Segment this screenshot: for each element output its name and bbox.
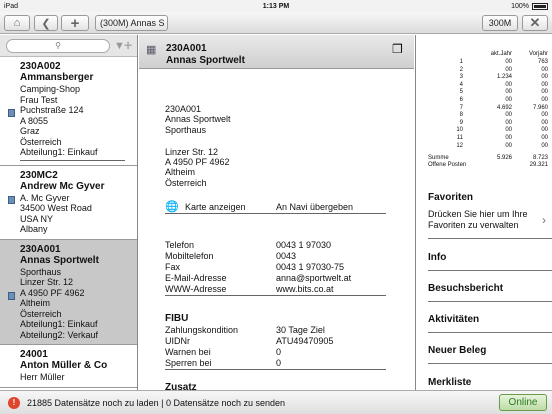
address-line: Annas Sportwelt [165, 114, 231, 124]
previous-year-value: 00 [541, 119, 548, 126]
divider [428, 270, 552, 271]
customer-line: USA NY [20, 213, 54, 224]
customer-item[interactable] [0, 166, 137, 240]
send-to-navi-link[interactable]: An Navi übergeben [276, 202, 354, 212]
detail-header [139, 35, 414, 69]
ios-status-bar [0, 0, 552, 12]
sum-previous: 8.723 [532, 155, 548, 161]
month-number: 9 [459, 119, 463, 126]
customer-line: Herr Müller [20, 372, 65, 382]
contact-row[interactable] [165, 273, 352, 284]
warning-icon: ! [8, 397, 20, 409]
fibu-value: ATU49470905 [276, 336, 334, 346]
contact-value: 0043 1 97030 [276, 240, 332, 250]
address-line: 230A001 [165, 104, 202, 114]
stats-row [416, 59, 552, 66]
section-heading: Zusatz [165, 382, 197, 390]
stats-row [416, 74, 552, 81]
customer-line: Linzer Str. 12 [20, 277, 74, 287]
clock: 1:13 PM [262, 2, 290, 10]
document-icon [8, 109, 15, 117]
customer-item[interactable] [0, 57, 137, 166]
contact-label: Fax [165, 262, 181, 272]
previous-year-value: 00 [541, 112, 548, 119]
stats-row [416, 127, 552, 134]
customer-line: A 4950 PF 4962 [20, 287, 85, 298]
fibu-value: 0 [276, 347, 282, 357]
divider [428, 238, 552, 239]
right-panel [415, 35, 552, 390]
menu-item-merkliste[interactable]: Merkliste [428, 377, 472, 388]
customer-line: Albany [20, 224, 48, 234]
current-year-value: 00 [505, 97, 512, 103]
add-button[interactable] [61, 15, 89, 31]
contact-row[interactable] [165, 284, 334, 295]
sum-label: Summe [428, 155, 449, 161]
col-current-year: akt.Jahr [490, 51, 512, 57]
current-record-field[interactable]: (300M) Annas S [95, 15, 168, 31]
sync-message: 21885 Datensätze noch zu laden | 0 Datensätze noch zu senden [27, 398, 286, 408]
previous-year-value: 00 [541, 127, 548, 134]
search-input[interactable] [6, 39, 110, 53]
plus-icon: + [70, 14, 80, 32]
month-number: 6 [459, 97, 463, 103]
customer-name: Anton Müller & Co [20, 360, 108, 371]
stats-row [416, 143, 552, 150]
record-count-button[interactable]: 300M [482, 15, 518, 31]
back-button[interactable] [34, 15, 58, 31]
battery-icon [532, 3, 548, 10]
stats-row [416, 82, 552, 89]
month-number: 10 [456, 127, 463, 134]
divider [165, 369, 386, 370]
current-year-value: 00 [505, 142, 512, 149]
close-button[interactable] [522, 15, 548, 31]
contact-label: Mobiltelefon [165, 251, 214, 261]
customer-list [0, 35, 138, 390]
home-button[interactable] [4, 15, 30, 31]
address-line: Linzer Str. 12 [165, 147, 219, 157]
divider [20, 160, 125, 161]
contact-value: www.bits.co.at [276, 284, 334, 294]
stats-row [416, 112, 552, 119]
menu-item-besuchsbericht[interactable]: Besuchsbericht [428, 283, 504, 294]
customer-line: Österreich [20, 308, 62, 319]
battery-percent: 100% [511, 2, 529, 10]
close-icon: ✕ [529, 15, 541, 30]
month-number: 2 [459, 66, 463, 73]
divider [165, 295, 386, 296]
previous-year-value: 763 [537, 59, 548, 65]
month-number: 7 [459, 104, 463, 111]
contact-row[interactable] [165, 251, 297, 262]
previous-year-value: 7.960 [532, 104, 548, 111]
current-year-value: 00 [505, 59, 512, 65]
customer-line: Altheim [20, 298, 51, 308]
divider [428, 363, 552, 364]
open-value: 29.321 [529, 162, 548, 168]
fibu-row [165, 358, 282, 369]
top-toolbar [0, 12, 552, 34]
divider [165, 213, 386, 214]
current-year-value: 00 [505, 112, 512, 119]
customer-line: Sporthaus [20, 266, 62, 277]
contact-value: anna@sportwelt.at [276, 273, 352, 283]
stats-row [416, 105, 552, 112]
current-year-value: 00 [505, 127, 512, 134]
customer-line: Abteilung1: Einkauf [20, 319, 98, 329]
previous-year-value: 00 [541, 81, 548, 88]
stats-row [416, 67, 552, 74]
search-icon: ⚲ [55, 41, 61, 50]
online-button[interactable]: Online [499, 394, 547, 411]
month-number: 12 [456, 142, 463, 149]
divider [428, 301, 552, 302]
fibu-label: Zahlungskondition [165, 325, 239, 335]
previous-year-value: 00 [541, 97, 548, 103]
stats-sum-row [416, 155, 552, 162]
customer-name: Annas Sportwelt [20, 254, 99, 266]
chevron-left-icon: ❮ [41, 17, 51, 30]
sum-current: 5.926 [496, 155, 512, 161]
month-number: 5 [459, 89, 463, 96]
detail-code: 230A001 [166, 43, 207, 54]
previous-year-value: 00 [541, 135, 548, 141]
month-number: 4 [459, 81, 463, 88]
customer-line: A. Mc Gyver [20, 192, 70, 203]
menu-item-aktivitaeten[interactable]: Aktivitäten [428, 314, 480, 325]
contact-label: E-Mail-Adresse [165, 273, 227, 283]
current-year-value: 00 [505, 66, 512, 73]
fibu-value: 0 [276, 358, 282, 368]
customer-line: Graz [20, 126, 40, 136]
filter-icon[interactable]: ▼ [114, 40, 125, 52]
add-customer-icon[interactable]: + [124, 37, 133, 53]
customer-name: Ammansberger [20, 72, 94, 83]
stats-open-row [416, 162, 552, 169]
previous-year-value: 00 [541, 142, 548, 149]
stats-row [416, 89, 552, 96]
month-number: 1 [459, 59, 463, 65]
fibu-value: 30 Tage Ziel [276, 325, 325, 335]
customer-line: Puchstraße 124 [20, 105, 84, 115]
home-icon: ⌂ [13, 17, 21, 29]
address-line: Altheim [165, 167, 196, 177]
previous-year-value: 00 [541, 89, 548, 96]
grid-icon: ▦ [146, 44, 157, 56]
customer-line: A 8055 [20, 115, 49, 126]
stats-row [416, 135, 552, 142]
menu-item-info[interactable]: Info [428, 252, 447, 263]
stats-row [416, 120, 552, 127]
customer-line: 34500 West Road [20, 203, 92, 213]
customer-item[interactable] [0, 345, 137, 388]
menu-item-neuer-beleg[interactable]: Neuer Beleg [428, 345, 487, 356]
address-line: Österreich [165, 178, 207, 188]
document-icon [8, 196, 15, 204]
current-year-value: 00 [505, 81, 512, 88]
contact-value: 0043 [276, 251, 297, 261]
address-line: Sporthaus [165, 125, 207, 135]
contact-label: Telefon [165, 240, 195, 250]
stats-row [416, 97, 552, 104]
show-map-link[interactable]: Karte anzeigen [185, 202, 246, 212]
fibu-label: Sperren bei [165, 358, 212, 368]
month-number: 3 [459, 74, 463, 81]
sync-status-bar [0, 390, 552, 414]
contact-label: WWW-Adresse [165, 284, 227, 294]
document-icon [8, 292, 15, 300]
globe-icon: 🌐 [165, 201, 179, 213]
carrier-label: iPad [4, 2, 19, 10]
favorites-desc-2[interactable]: Favoriten zu verwalten [428, 220, 519, 230]
current-year-value: 4.692 [496, 104, 512, 111]
favorites-desc-1[interactable]: Drücken Sie hier um Ihre [428, 209, 528, 219]
customer-line: Camping-Shop [20, 84, 81, 94]
customer-line: Frau Test [20, 94, 58, 105]
current-year-value: 00 [505, 89, 512, 96]
contact-row[interactable] [165, 240, 332, 251]
detail-name: Annas Sportwelt [166, 55, 245, 66]
customer-code: 230A001 [20, 243, 61, 255]
current-year-value: 1.234 [496, 74, 512, 81]
fibu-heading: FIBU [165, 313, 189, 324]
contact-value: 0043 1 97030-75 [276, 262, 345, 272]
fibu-row [165, 325, 325, 336]
col-previous-year: Vorjahr [528, 51, 548, 57]
address-line: A 4950 PF 4962 [165, 157, 230, 167]
chevron-right-icon[interactable]: › [542, 213, 546, 227]
customer-line: Österreich [20, 136, 62, 147]
customer-name: Andrew Mc Gyver [20, 180, 105, 192]
customer-code: 24001 [20, 349, 48, 360]
customer-item-selected[interactable] [0, 240, 137, 346]
fibu-label: UIDNr [165, 336, 190, 346]
fibu-row [165, 347, 282, 358]
fibu-label: Warnen bei [165, 347, 211, 357]
favorites-title: Favoriten [428, 192, 474, 203]
current-year-value: 00 [505, 119, 512, 126]
search-bar [0, 35, 137, 57]
previous-year-value: 00 [541, 74, 548, 81]
cube-icon[interactable]: ❒ [392, 42, 403, 56]
month-number: 11 [456, 135, 463, 141]
previous-year-value: 00 [541, 66, 548, 73]
customer-detail [139, 35, 414, 390]
open-label: Offene Posten [428, 162, 467, 168]
customer-code: 230A002 [20, 61, 61, 72]
customer-line: Abteilung2: Verkauf [20, 329, 99, 340]
month-number: 8 [459, 112, 463, 119]
current-year-value: 00 [505, 135, 512, 141]
fibu-row [165, 336, 334, 347]
customer-code: 230MC2 [20, 169, 58, 181]
customer-line: Abteilung1: Einkauf [20, 147, 98, 157]
contact-row[interactable] [165, 262, 345, 273]
divider [428, 332, 552, 333]
